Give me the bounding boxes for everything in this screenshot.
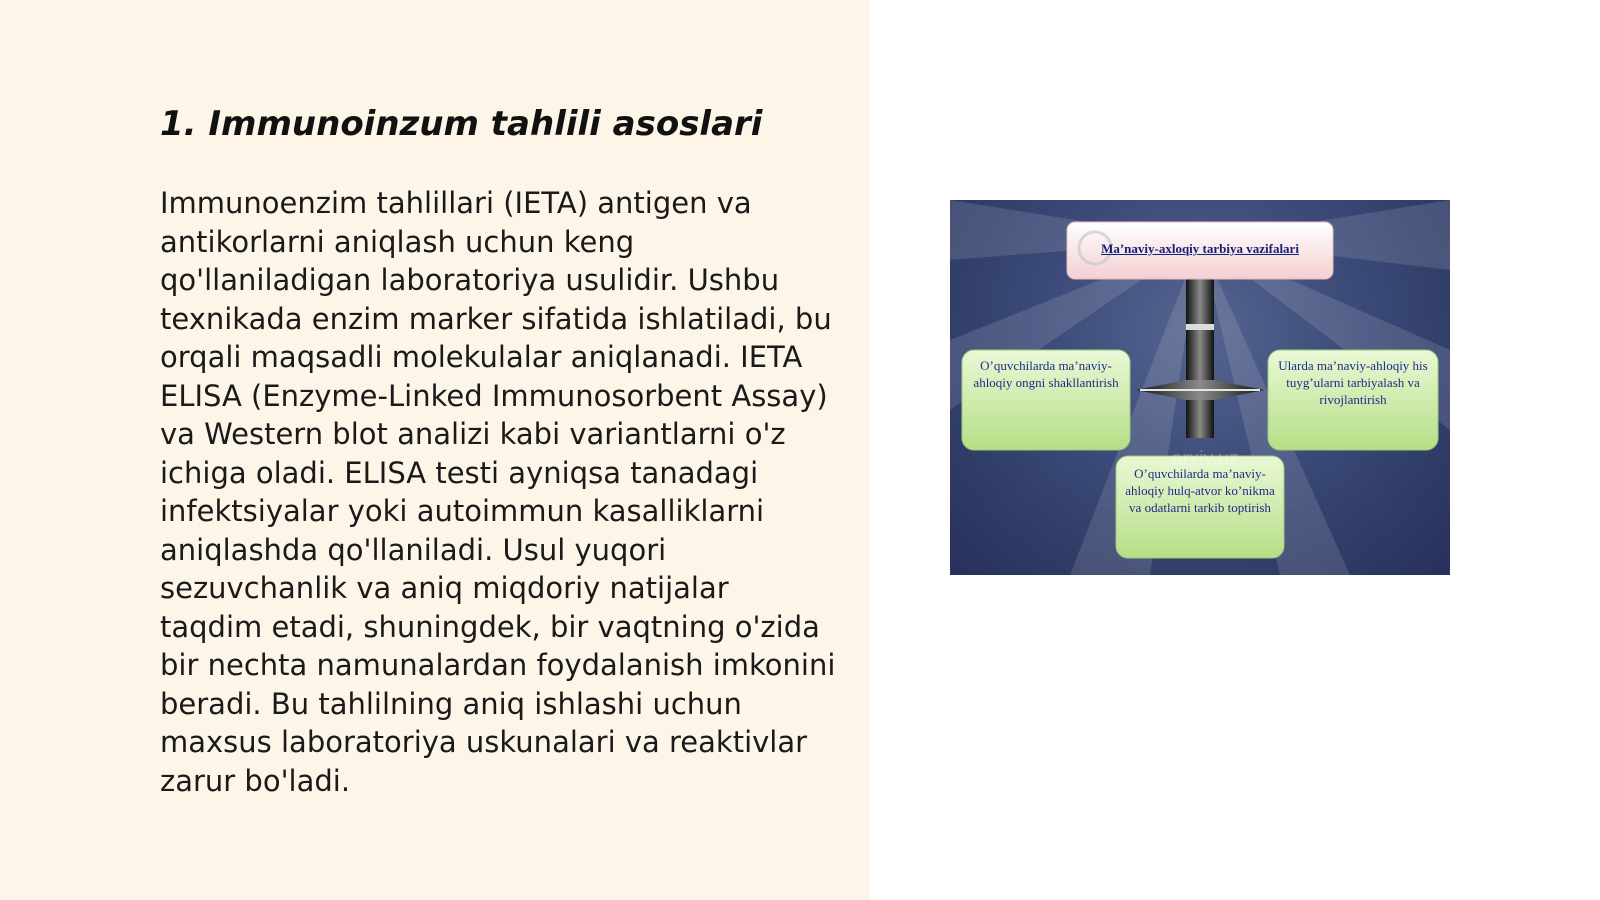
- bottom-box-label: O’quvchilarda ma’naviy-ahloqiy hulq-atvor ko’nikma va odatlarni tarkib toptirish: [1125, 466, 1275, 515]
- slide-body-text: Immunoenzim tahlillari (IETA) antigen va antikorlarni aniqlash uchun keng qo'llaniladigan laboratoriya usulidir. Ushbu texnikada enzim marker sifatida ishlatiladi, bu orqali maqsadli molekulalar aniqlanadi. IETA ELISA (Enzyme-Linked Immunosorbent Assay) va Western blot analizi kabi variantlarni o'z ichiga oladi. ELISA testi ayniqsa tanadagi infektsiyalar yoki autoimmun kasalliklarni aniqlashda qo'llaniladi. Usul yuqori sezuvchanlik va aniq miqdoriy natijalar taqdim etadi, shuningdek, bir vaqtning o'zida bir nechta namunalardan foydalanish imkonini beradi. Bu tahlilning aniq ishlashi uchun maxsus laboratoriya uskunalari va reaktivlar zarur bo'ladi.: [160, 186, 836, 798]
- diagram-image: [950, 200, 1450, 575]
- watermark-text: arxiv.uz: [1171, 448, 1239, 470]
- diagram-header-label: Ma’naviy-axloqiy tarbiya vazifalari: [1101, 241, 1299, 256]
- left-box-label: O’quvchilarda ma’naviy-ahloqiy ongni shakllantirish: [973, 358, 1119, 390]
- right-box-label: Ularda ma’naviy-ahloqiy his tuyg’ularni tarbiyalash va rivojlantirish: [1278, 358, 1428, 407]
- slide-title: 1. Immunoinzum tahlili asoslari: [160, 104, 763, 144]
